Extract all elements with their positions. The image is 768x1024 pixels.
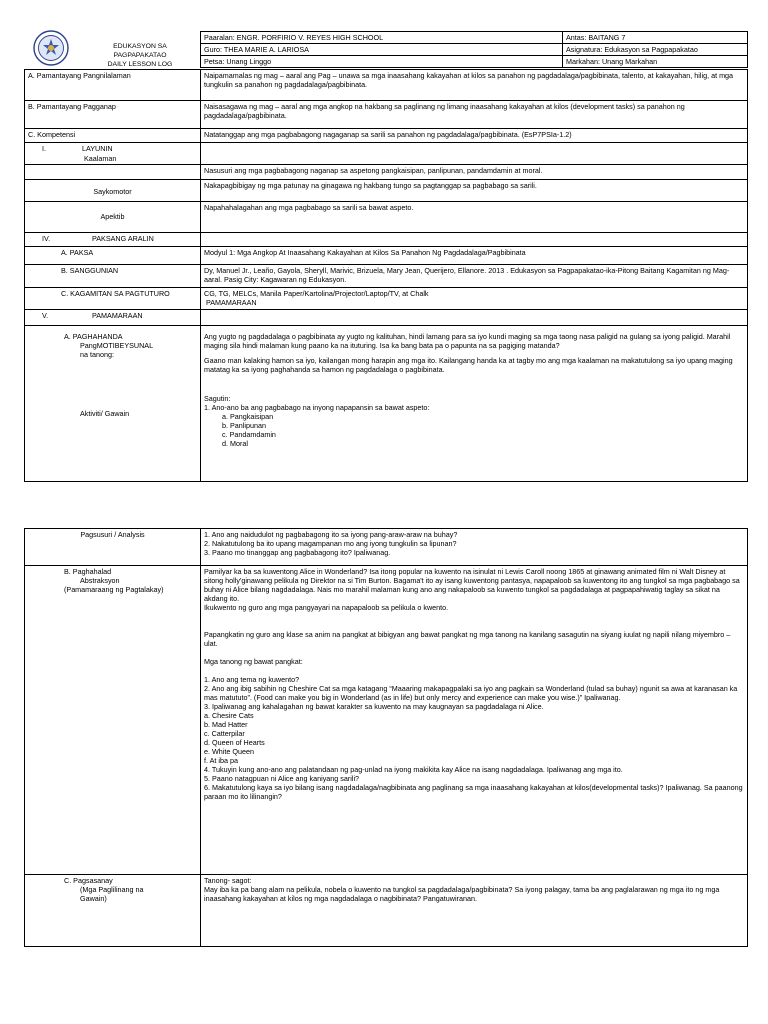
table-row	[25, 566, 748, 875]
sagutin-question: 1. Ano-ano ba ang pagbabago na inyong napapansin sa bawat aspeto:	[204, 403, 430, 412]
sanggunian-label: B. SANGGUNIAN	[25, 265, 201, 288]
paghahanda-paragraph: Gaano man kalaking hamon sa iyo, kailangan mong harapin ang mga ito. Kailangang handa ka at tagby mo ang mga kaalaman na makatutulong sa iyo upang maging matatag ka sa iyong paghahanda sa hamon ng pagdadalaga o pagbibinata.	[204, 356, 733, 374]
lesson-table-page1	[24, 69, 748, 482]
agency-title	[75, 43, 205, 69]
paghahanda-paragraph: Ang yugto ng pagdadalaga o pagbibinata ay yugto ng kalituhan, hindi lamang para sa iyo kundi maging sa mga taong nasa paligid na gulang sa iyong paligid. Marahil maging sila hindi malaman kung paano ka na ituturing. Isa ka bang bata pa o papunta na sa pagiging matanda?	[204, 332, 731, 350]
apektib-text: Napahahalagahan ang mga pagbabago sa sarili sa bawat aspeto.	[201, 202, 748, 233]
sanggunian-text: Dy, Manuel Jr., Leaño, Gayola, Sheryll, Marivic, Brizuela, Mary Jean, Querijero, Ellanore. 2013 . Edukasyon sa Pagpapakatao-ika-Pitong Baitang Kagamitan ng Mag-aaral. Pasig City: Kagawaran ng Edukasyon.	[201, 265, 748, 288]
paghahalad-sub: Abstraksyon	[80, 576, 120, 585]
list-item: 3. Paano mo tinanggap ang pagbabagong ito? Ipaliwanag.	[204, 548, 391, 557]
list-item: 4. Tukuyin kung ano-ano ang palatandaan ng pag-unlad na iyong makikita kay Alice na isang nagdadalaga. Ipaliwanag ang mga ito.	[204, 765, 623, 774]
paksa-label: A. PAKSA	[25, 247, 201, 265]
paksang-num: IV.	[42, 234, 51, 243]
paghahalad-content	[201, 566, 748, 875]
pamantayang-pagganap-text: Naisasagawa ng mag – aaral ang mga angkop na hakbang sa paglinang ng limang inaasahang kakayahan at kilos (development tasks) sa panahon ng pagdadalaga/pagbibinata.	[201, 101, 748, 129]
agency-line: DAILY LESSON LOG	[107, 60, 173, 68]
kaalaman-label: Kaalaman	[84, 154, 117, 163]
table-row	[25, 288, 748, 310]
sagutin-label: Sagutin:	[204, 394, 231, 403]
pagsasanay-sub2: Gawain)	[80, 894, 107, 903]
pamamaraan-label	[25, 310, 201, 326]
paghahanda-sub2: na tanong:	[80, 350, 114, 359]
pagsasanay-content	[201, 875, 748, 947]
petsa-cell: Petsa: Unang Linggo	[201, 56, 563, 68]
paksang-aralin-label	[25, 233, 201, 247]
list-item: 6. Makatutulong kaya sa iyo bilang isang nagdadalaga/nagbibinata ang paglinang sa mga inaasahang kakayahan at kilos(developmental tasks)? Ipaliwanag. Sa paanong paraan mo ito lilinangin?	[204, 783, 743, 801]
pamamaraan-num: V.	[42, 311, 49, 320]
guro-cell: Guro: THEA MARIE A. LARIOSA	[201, 44, 563, 56]
paghahalad-sub2: (Pamamaraang ng Pagtalakay)	[64, 585, 164, 594]
lesson-table-page2	[24, 528, 748, 947]
table-row	[25, 202, 748, 233]
markahan-cell: Markahan: Unang Markahan	[563, 56, 748, 68]
list-item: c. Catterpilar	[204, 729, 245, 738]
paghahanda-label: A. PAGHAHANDA	[64, 332, 123, 341]
paghahalad-cell	[25, 566, 201, 875]
header-table	[200, 31, 748, 68]
list-item: e. White Queen	[204, 747, 254, 756]
pamantayang-pagganap-label: B. Pamantayang Pagganap	[25, 101, 201, 129]
layunin-text: LAYUNIN	[82, 144, 113, 153]
kagamitan-text: CG, TG, MELCs, Manila Paper/Kartolina/Projector/Laptop/TV, at Chalk	[204, 289, 429, 298]
pamamaraan-text: PAMAMARAAN	[92, 311, 143, 320]
paghahalad-paragraph: Ikukwento ng guro ang mga pangyayari na napapaloob sa pelikula o kwento.	[204, 603, 449, 612]
list-item: d. Queen of Hearts	[204, 738, 265, 747]
antas-cell: Antas: BAITANG 7	[563, 32, 748, 44]
tanong-sagot-text: May iba ka pa bang alam na pelikula, nobela o kuwento na tungkol sa pagdadalaga/pagbibinata? Sa iyong palagay, tama ba ang paglalarawan ng mga ito ng mga inaasahang kakayahan at kilos ng mga nagdadalaga o nagbibinata? Pangatuwiranan.	[204, 885, 720, 903]
list-item: c. Pandamdamin	[222, 430, 276, 439]
pagsasanay-label: C. Pagsasanay	[64, 876, 113, 885]
saykomotor-text: Nakapagbibigay ng mga patunay na ginagawa ng hakbang tungo sa pagtanggap sa pagbabago sa sarili.	[201, 180, 748, 202]
list-item: 5. Paano natagpuan ni Alice ang kaniyang sarili?	[204, 774, 360, 783]
paghahanda-content	[201, 326, 748, 482]
pamamaraan-inline: PAMAMARAAN	[206, 298, 257, 307]
paghahanda-sub: PangMOTIBEYSUNAL	[80, 341, 154, 350]
list-item: b. Mad Hatter	[204, 720, 248, 729]
paksa-text: Modyul 1: Mga Angkop At Inaasahang Kakayahan at Kilos Sa Panahon Ng Pagdadalaga/Pagbibinata	[201, 247, 748, 265]
asignatura-cell: Asignatura: Edukasyon sa Pagpapakatao	[563, 44, 748, 56]
list-item: f. At iba pa	[204, 756, 238, 765]
table-row	[25, 233, 748, 247]
table-row	[25, 529, 748, 566]
paaralan-cell: Paaralan: ENGR. PORFIRIO V. REYES HIGH SCHOOL	[201, 32, 563, 44]
kompetensi-text: Natatanggap ang mga pagbabagong nagaganap sa sarili sa panahon ng pagdadalaga/pagbibinata. (EsP7PSIa-1.2)	[201, 129, 748, 143]
pagsasanay-sub: (Mga Paglilinang na	[80, 885, 144, 894]
paksang-text: PAKSANG ARALIN	[92, 234, 154, 243]
saykomotor-label: Saykomotor	[25, 180, 201, 202]
pagsasanay-cell	[25, 875, 201, 947]
layunin-num: I.	[42, 144, 46, 153]
pagsusuri-label: Pagsusuri / Analysis	[25, 529, 201, 566]
table-row	[25, 326, 748, 482]
table-row	[25, 310, 748, 326]
list-item: d. Moral	[222, 439, 248, 448]
agency-line: EDUKASYON SA	[113, 43, 167, 50]
table-row	[25, 101, 748, 129]
paghahanda-cell	[25, 326, 201, 482]
tanong-sagot-label: Tanong- sagot:	[204, 876, 252, 885]
list-item: 3. Ipaliwanag ang kahalagahan ng bawat karakter sa kuwento na may kaugnayan sa pagdadalaga ni Alice.	[204, 702, 544, 711]
layunin-label	[25, 143, 201, 165]
list-item: b. Panlipunan	[222, 421, 266, 430]
pagsusuri-content	[201, 529, 748, 566]
table-row	[25, 265, 748, 288]
list-item: 2. Ano ang ibig sabihin ng Cheshire Cat sa mga katagang “Maaaring makapagpalaki sa iyo ang pagkain sa Wonderland (tulad sa buhay) ngunit sa awa at karanasan ka mas matututo”. (Food can make you big in Wonderland (as in life) but only mercy and experience can make you wise.)” Ipaliwanag.	[204, 684, 738, 702]
kaalaman-text: Nasusuri ang mga pagbabagong naganap sa aspetong pangkaisipan, panlipunan, pandamdamin at moral.	[201, 165, 748, 180]
table-row	[25, 875, 748, 947]
agency-line: PAGPAPAKATAO	[113, 51, 167, 59]
list-item: 1. Ano ang naidudulot ng pagbabagong ito sa iyong pang-araw-araw na buhay?	[204, 530, 458, 539]
table-row	[25, 165, 748, 180]
kagamitan-label: C. KAGAMITAN SA PAGTUTURO	[25, 288, 201, 310]
list-item: a. Chesire Cats	[204, 711, 254, 720]
list-item: 1. Ano ang tema ng kuwento?	[204, 675, 300, 684]
table-row	[25, 247, 748, 265]
apektib-label: Apektib	[25, 202, 201, 233]
tanong-label: Mga tanong ng bawat pangkat:	[204, 657, 303, 666]
table-row	[25, 70, 748, 101]
pamantayang-pangnilalaman-label: A. Pamantayang Pangnilalaman	[25, 70, 201, 101]
paghahalad-paragraph: Papangkatin ng guro ang klase sa anim na pangkat at bibigyan ang bawat pangkat ng mga tanong na kanilang sasagutin na siyang iuulat ng napili nilang miyembro – ulat.	[204, 630, 731, 648]
paghahalad-paragraph: Pamilyar ka ba sa kuwentong Alice in Wonderland? Isa itong popular na kuwento na isinulat ni Lewis Caroll noong 1865 at ginawang animated film ni Walt Disney at sitong holly'ginawang pelikula ng Direktor na si Tim Burton. Bagama't ito ay isang kuwentong pantasya, napapaloob sa kuwentong ito ang tungkol sa mga pagbabago sa buhay ni Alice bilang nagdadalaga. Nais mo marahil malaman kung ano ang nakapaloob sa kuwento tungkol sa pagdadalaga at pagpapahiwatig taglay sa sikat na akdang ito.	[204, 567, 740, 603]
paghahalad-label: B. Paghahalad	[64, 567, 112, 576]
list-item: a. Pangkaisipan	[222, 412, 274, 421]
pamantayang-pangnilalaman-text: Naipamamalas ng mag – aaral ang Pag – unawa sa mga inaasahang kakayahan at kilos sa panahon ng pagdadalaga/pagbibinata, talento, at kakayahan, hilig, at mga tungkulin sa panahon ng pagdadalaga/pagbibinata.	[201, 70, 748, 101]
list-item: 2. Nakatutulong ba ito upang magampanan mo ang iyong tungkulin sa lipunan?	[204, 539, 457, 548]
kompetensi-label: C. Kompetensi	[25, 129, 201, 143]
table-row	[25, 180, 748, 202]
aktiviti-label: Aktiviti/ Gawain	[80, 409, 130, 418]
table-row	[25, 129, 748, 143]
table-row	[25, 143, 748, 165]
deped-seal	[33, 30, 69, 66]
